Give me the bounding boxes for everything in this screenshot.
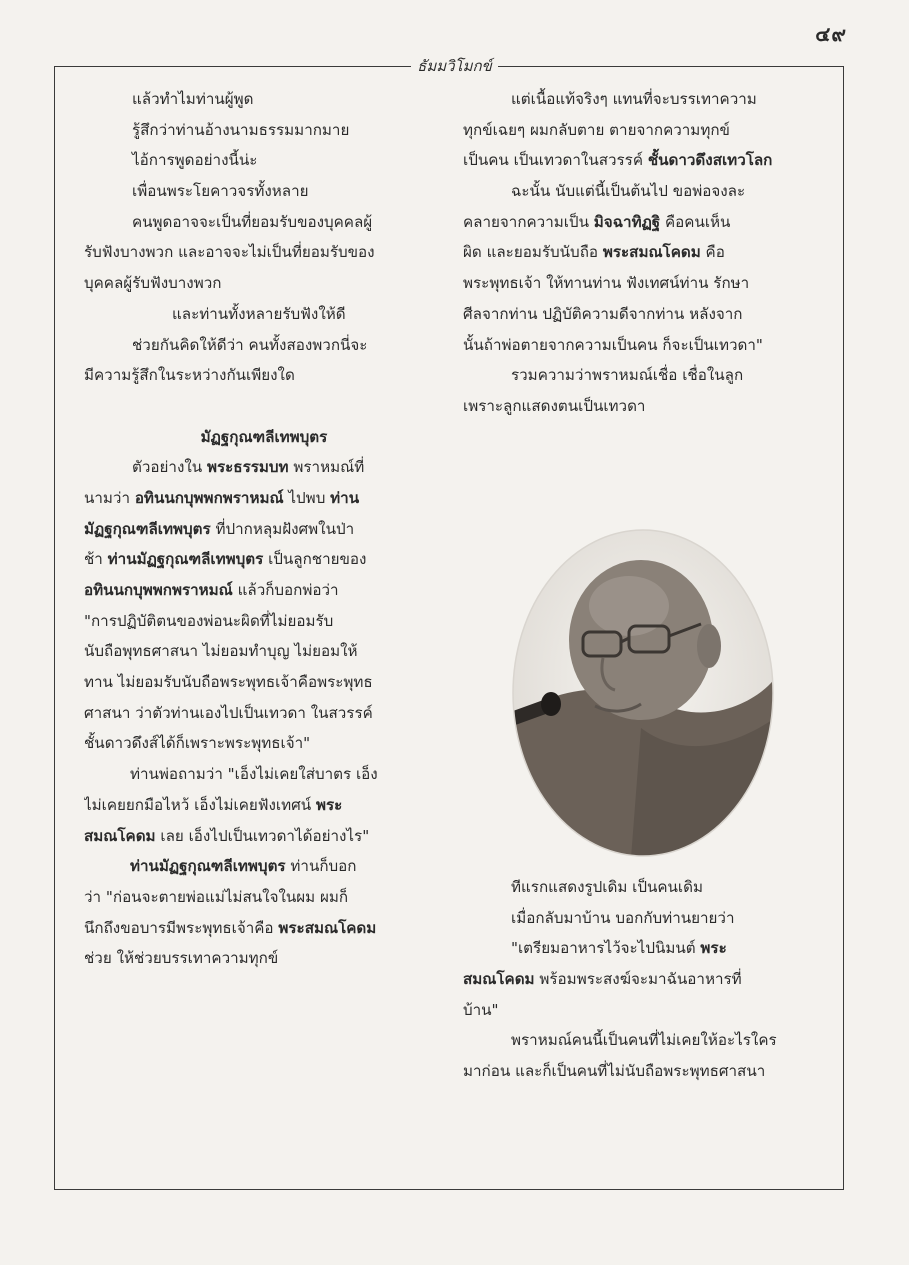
text-line: ทุกข์เฉยๆ ผมกลับตาย ตายจากความทุกข์ (463, 120, 730, 139)
text-line: ท่านมัฏฐกุณฑลีเทพบุตร ท่านก็บอก (130, 857, 357, 876)
text-line: เพื่อนพระโยคาวจรทั้งหลาย (132, 182, 309, 201)
text-line: เมื่อกลับมาบ้าน บอกกับท่านยายว่า (511, 908, 735, 927)
text-line: มีความรู้สึกในระหว่างกันเพียงใด (84, 366, 295, 385)
section-heading: มัฏฐกุณฑลีเทพบุตร (200, 427, 328, 446)
text-line: ผิด และยอมรับนับถือ พระสมณโคดม คือ (463, 243, 725, 262)
text-line: บ้าน" (463, 1000, 499, 1019)
text-line: บุคคลผู้รับฟังบางพวก (84, 274, 222, 293)
spacer (84, 391, 444, 422)
right-column-lower (463, 872, 823, 1087)
text-line: คนพูดอาจจะเป็นที่ยอมรับของบุคคลผู้ (132, 212, 373, 231)
text-line: แต่เนื้อแท้จริงๆ แทนที่จะบรรเทาความ (511, 90, 757, 108)
text-line: รู้สึกว่าท่านอ้างนามธรรมมากมาย (132, 120, 350, 139)
text-line: ทาน ไม่ยอมรับนับถือพระพุทธเจ้าคือพระพุทธ (84, 673, 373, 692)
text-line: อทินนกบุพพกพราหมณ์ แล้วก็บอกพ่อว่า (84, 581, 339, 599)
text-line: ไอ้การพูดอย่างนี้น่ะ (132, 151, 258, 170)
text-line: ชั้นดาวดึงส์ได้ก็เพราะพระพุทธเจ้า" (84, 734, 311, 753)
text-line: มาก่อน และก็เป็นคนที่ไม่นับถือพระพุทธศาสนา (463, 1062, 766, 1081)
text-line: รวมความว่าพราหมณ์เชื่อ เชื่อในลูก (511, 366, 744, 385)
text-line: นึกถึงขอบารมีพระพุทธเจ้าคือ พระสมณโคดม (84, 918, 377, 937)
text-line: แล้วทำไมท่านผู้พูด (132, 90, 254, 108)
text-line: ว่า "ก่อนจะตายพ่อแม่ไม่สนใจในผม ผมก็ (84, 887, 349, 906)
text-line: สมณโคดม เลย เอ็งไปเป็นเทวดาได้อย่างไร" (84, 826, 370, 845)
text-line: นามว่า อทินนกบุพพกพราหมณ์ ไปพบ ท่าน (84, 488, 360, 507)
right-column (463, 84, 823, 422)
text-line: ทีแรกแสดงรูปเดิม เป็นคนเดิม (511, 878, 704, 896)
text-line: ศาสนา ว่าตัวท่านเองไปเป็นเทวดา ในสวรรค์ (84, 703, 373, 722)
text-line: ช่วย ให้ช่วยบรรเทาความทุกข์ (84, 949, 279, 968)
text-line: "การปฏิบัติตนของพ่อนะผิดที่ไม่ยอมรับ (84, 611, 334, 630)
text-line: นั้นถ้าพ่อตายจากความเป็นคน ก็จะเป็นเทวดา" (463, 335, 763, 354)
text-line: นับถือพุทธศาสนา ไม่ยอมทำบุญ ไม่ยอมให้ (84, 642, 358, 661)
text-line: ท่านพ่อถามว่า "เอ็งไม่เคยใส่บาตร เอ็ง (130, 765, 378, 784)
text-line: "เตรียมอาหารไว้จะไปนิมนต์ พระ (511, 939, 727, 958)
page-number: ๔๙ (815, 22, 847, 46)
text-line: เพราะลูกแสดงตนเป็นเทวดา (463, 396, 646, 415)
text-line: คลายจากความเป็น มิจฉาทิฏฐิ คือคนเห็น (463, 212, 731, 231)
portrait-icon (511, 528, 775, 858)
text-line: ไม่เคยยกมือไหว้ เอ็งไม่เคยฟังเทศน์ พระ (84, 795, 343, 814)
text-line: สมณโคดม พร้อมพระสงฆ์จะมาฉันอาหารที่ (463, 970, 742, 989)
text-line: ช่วยกันคิดให้ดีว่า คนทั้งสองพวกนี่จะ (132, 335, 368, 354)
text-line: พราหมณ์คนนี้เป็นคนที่ไม่เคยให้อะไรใคร (511, 1031, 777, 1050)
text-line: พระพุทธเจ้า ให้ทานท่าน ฟังเทศน์ท่าน รักษา (463, 274, 750, 293)
text-line: ฉะนั้น นับแต่นี้เป็นต้นไป ขอพ่อจงละ (511, 182, 746, 201)
text-line: มัฏฐกุณฑลีเทพบุตร ที่ปากหลุมฝังศพในป่า (84, 519, 355, 538)
monk-portrait-photo (511, 528, 775, 858)
text-line: ตัวอย่างใน พระธรรมบท พราหมณ์ที่ (132, 458, 365, 477)
text-line: ศีลจากท่าน ปฏิบัติความดีจากท่าน หลังจาก (463, 304, 743, 323)
text-line: และท่านทั้งหลายรับฟังให้ดี (172, 304, 346, 323)
left-column (84, 84, 444, 974)
text-line: รับฟังบางพวก และอาจจะไม่เป็นที่ยอมรับของ (84, 243, 375, 262)
text-line: เป็นคน เป็นเทวดาในสวรรค์ ชั้นดาวดึงสเทวโลก (463, 151, 773, 170)
text-line: ช้า ท่านมัฏฐกุณฑลีเทพบุตร เป็นลูกชายของ (84, 550, 367, 569)
running-head: ธัมมวิโมกข์ (0, 54, 909, 78)
